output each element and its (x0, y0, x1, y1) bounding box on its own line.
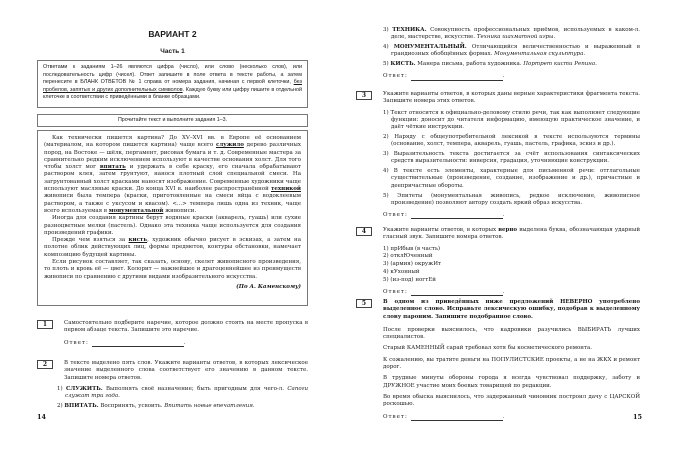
task-4-option-2: 2) отклЮченный (383, 253, 433, 260)
task-2-options (57, 386, 308, 410)
instructions-text-end: . Каждую букву или цифру пишите в отдельной клеточке в соответствии с приведёнными в бланке образцами. (43, 86, 302, 101)
task-number-5: 5 (356, 299, 372, 308)
task-4-text (383, 227, 640, 242)
option-definition: Выполнять своё назначение; быть пригодным для чего-л. (102, 385, 288, 392)
task-5-sentence-5: Во время обыска выяснилось, что задержанный чиновник построил дачу с ЦАРСКОЙ роскошью. (383, 393, 640, 408)
option-example: Впитать новые впечатления. (164, 402, 255, 409)
task-4-options (383, 246, 640, 284)
task-5-answer-field[interactable] (411, 414, 503, 421)
option-word: КИСТЬ. (390, 61, 416, 68)
task-number-3: 3 (356, 91, 372, 100)
task-5-answer: Ответ: . (383, 413, 506, 420)
answer-label: Ответ: (383, 73, 408, 80)
task-5-text: В одном из приведённых ниже предложений НЕВЕРНО употреблено выделенное слово. Исправьте лексическую ошибку, подобрав к выделенному слову пароним. Запишите подобранное слово. (383, 299, 640, 320)
task-3-option-2: 2) Наряду с общеупотребительной лексикой в тексте используются термины (основание, холст, темпера, акварель, гуашь, пастель, графика, эскиз и др.). (383, 133, 640, 148)
task-3-options (383, 110, 640, 208)
task-5-sentence-4: В трудные минуты обороны города я всегда чувствовал поддержку, заботу и ДРУЖНОЕ участие моих боевых товарищей по редакции. (383, 375, 640, 389)
option-word: ВПИТАТЬ. (64, 402, 99, 409)
task-3-answer-field[interactable] (411, 212, 503, 219)
passage-text: живописи. (163, 207, 197, 214)
task-2-option-5 (383, 61, 640, 68)
task-3-option-5: 5) Эпитеты (монументальная живопись, редкое исключение, живописное произведение) позволяют автору создать яркий образ искусства. (383, 192, 640, 206)
right-page (337, 0, 674, 455)
task-4-option-4: 4) кУхонный (383, 268, 420, 275)
task-5 (356, 299, 643, 421)
task-4-answer: Ответ: . (383, 289, 506, 296)
option-number: 4) (383, 44, 389, 51)
page-number-right: 15 (633, 413, 643, 421)
task-4 (356, 227, 640, 296)
task-3-text: Укажите варианты ответов, в которых даны верные характеристики фрагмента текста. Запишите номера этих ответов. (383, 91, 640, 105)
task-2-continued (383, 27, 640, 81)
task-2-text: В тексте выделено пять слов. Укажите варианты ответов, в которых лексическое значение выделенного слова соответствует его значению в данном тексте. Запишите номера ответов. (64, 360, 308, 381)
passage-paragraph-3 (44, 237, 301, 259)
answer-label: Ответ: (383, 413, 408, 420)
task-5-sentence-1: После проверки выяснилось, что кадровики разучились ВЫБИРАТЬ лучших специалистов. (383, 326, 640, 341)
option-number: 3) (383, 27, 389, 33)
task-4-option-3: 3) (армия) окружИт (383, 261, 442, 268)
task-3 (356, 91, 640, 219)
variant-title: ВАРИАНТ 2 (148, 29, 197, 39)
task-3-answer: Ответ: . (383, 212, 506, 219)
task-2-option-1 (57, 386, 308, 401)
option-definition: Отличающийся величественностью и выраженный в грандиозных обобщённых формах. (391, 44, 641, 58)
task-2-answer: Ответ: . (383, 73, 506, 80)
passage-text: дерево различных пород, на Востоке — шёлк, пергамент, рисовая бумага и т. д. Современные мастера за сравнительно редким исключением используют в качестве основания холст. Для того чтобы холст мог (44, 142, 301, 171)
task-number-4: 4 (356, 227, 372, 236)
passage-box (37, 130, 308, 306)
option-example: Портрет кисти Репина. (523, 61, 597, 68)
task-3-option-3: 3) Выразительность текста достигается за счёт использования синтаксических средств выразительности: инверсия, градация, уточняющие конструкции. (383, 151, 640, 165)
passage-paragraph-4: Если рисунок составляет, так сказать, основу, скелет живописного произведения, то плоть и кровь её — цвет. Колорит — важнейшее и драгоценнейшее из преимуществ живописи по сравнению с другими видами изобразительного искусства. (44, 259, 301, 280)
passage-text: Прежде чем взяться за (52, 237, 129, 244)
option-definition: Воспринять, усвоить. (98, 402, 165, 409)
instructions-box (37, 60, 308, 108)
task-1-answer-field[interactable] (92, 340, 184, 347)
option-definition: Совокупность профессиональных приёмов, используемых в каком-л. деле, мастерстве, искусстве. (391, 27, 640, 41)
option-definition: Манера письма, работа художника. (415, 61, 524, 68)
option-example: Техника шахматной игры. (476, 34, 556, 41)
task-2-option-4 (383, 44, 640, 59)
task-5-sentence-2: Старый КАМЕННЫЙ сарай требовал хотя бы косметического ремонта. (383, 345, 593, 352)
task-number-2: 2 (37, 360, 53, 369)
option-example: Сапоги служат три года. (65, 385, 309, 400)
task-1-answer: Ответ: . (64, 339, 187, 346)
passage-text: , художник обычно рисует в эскизах, а затем на полотне облик действующих лиц, формы предметов, контуры обстановки, намечает композицию будущей картины. (44, 237, 301, 258)
passage-text: и удержать в себе краску, его сначала обрабатывают раствором клея, затем грунтуют, нанося плотный слой специальной смеси. На загрунтованный холст красками наносят изображение. Современные художники чаще используют масляные краски. До конца XVI в. наиболее распространённой (44, 164, 301, 193)
passage-paragraph-1 (44, 135, 301, 215)
task-1 (37, 320, 308, 347)
read-header-box (37, 114, 308, 127)
task-number-1: 1 (37, 320, 53, 329)
task-1-text: Самостоятельно подберите наречие, которое должно стоять на месте пропуска в первом абзаце текста. Запишите это наречие. (64, 320, 308, 334)
answer-label: Ответ: (383, 212, 408, 219)
task-4-text-bold: верно (498, 227, 518, 233)
task-4-option-5: 5) (из-под) ногтЕй (383, 276, 436, 283)
task-4-option-1: 1) прИбыв (в часть) (383, 245, 441, 252)
task-2-option-2 (57, 403, 308, 410)
highlight-word-vpitat: впитать (99, 164, 126, 171)
passage-author: (По А. Каменскому) (236, 283, 301, 290)
instructions-underlined: без пробелов, запятых и других дополнительных символов (43, 79, 302, 93)
task-4-text-b: выделена буква, обозначающая ударный гласный звук. Запишите номера ответов. (383, 227, 640, 241)
highlight-word-monumentalnoy: монументальной (108, 207, 164, 214)
highlight-word-kist: кисть (128, 237, 148, 244)
answer-label: Ответ: (64, 339, 89, 346)
task-2-option-3 (383, 27, 640, 42)
option-number: 5) (383, 61, 389, 68)
page-number-left: 14 (37, 413, 47, 421)
task-5-sentence-3: К сожалению, вы тратите деньги на ПОПУЛИСТСКИЕ проекты, а не на ЖКХ и ремонт дорог. (383, 356, 640, 371)
option-number: 2) (57, 402, 63, 409)
read-header: Прочитайте текст и выполните задания 1–3. (117, 117, 228, 123)
option-word: МОНУМЕНТАЛЬНЫЙ. (393, 44, 467, 51)
answer-label: Ответ: (383, 289, 408, 296)
task-3-option-1: 1) Текст относится к официально-деловому стилю речи, так как выполняет следующие функции: доносит до читателя информацию, имеющую практическое значение, и даёт чёткие инструкции. (383, 109, 640, 131)
part-title: Часть 1 (160, 48, 185, 55)
task-3-option-4: 4) В тексте есть элементы, характерные для письменной речи: отглагольные существительные (произведение, создание, изображение и др.), причастные и деепричастные обороты. (383, 168, 640, 189)
instructions-text: Ответами к заданиям 1–26 являются цифра (число), или слово (несколько слов), или последовательность цифр (чисел). Ответ запишите в поле ответа в тексте работы, а затем перенесите в БЛАНК ОТВЕТОВ № 1 справа от номера задания, начиная с первой клеточки, (43, 64, 302, 86)
task-4-answer-field[interactable] (411, 289, 503, 296)
passage-text: живописи была темпера (краски, приготовленные на смеси яйца с водоклеевым раствором, а также с уксусом и квасом). <...> темпера лишь одна из техник, чаще всего используемая в (44, 193, 301, 214)
passage-text: Как технически пишется картина? До XV–XVI вв. в Европе её основанием (материалом, на котором пишется картина) чаще всего (44, 135, 301, 149)
highlight-word-sluzhilo: служило (215, 142, 244, 149)
option-word: ТЕХНИКА. (392, 27, 427, 33)
option-word: СЛУЖИТЬ. (66, 385, 103, 392)
task-2 (37, 360, 308, 413)
task-2-options-continued (383, 27, 640, 68)
task-4-text-a: Укажите варианты ответов, в которых (383, 227, 499, 233)
highlight-word-tekhnikoy: техникой (270, 186, 301, 193)
passage-paragraph-2: Иногда для создания картины берут водяные краски (акварель, гуашь) или сухие разноцветные мелки (пастель). Однако эта техника чаще используется для создания произведений графики. (44, 215, 301, 236)
option-example: Монументальная скульптура. (494, 51, 586, 58)
option-number: 1) (57, 385, 63, 392)
task-2-answer-field[interactable] (411, 74, 503, 81)
